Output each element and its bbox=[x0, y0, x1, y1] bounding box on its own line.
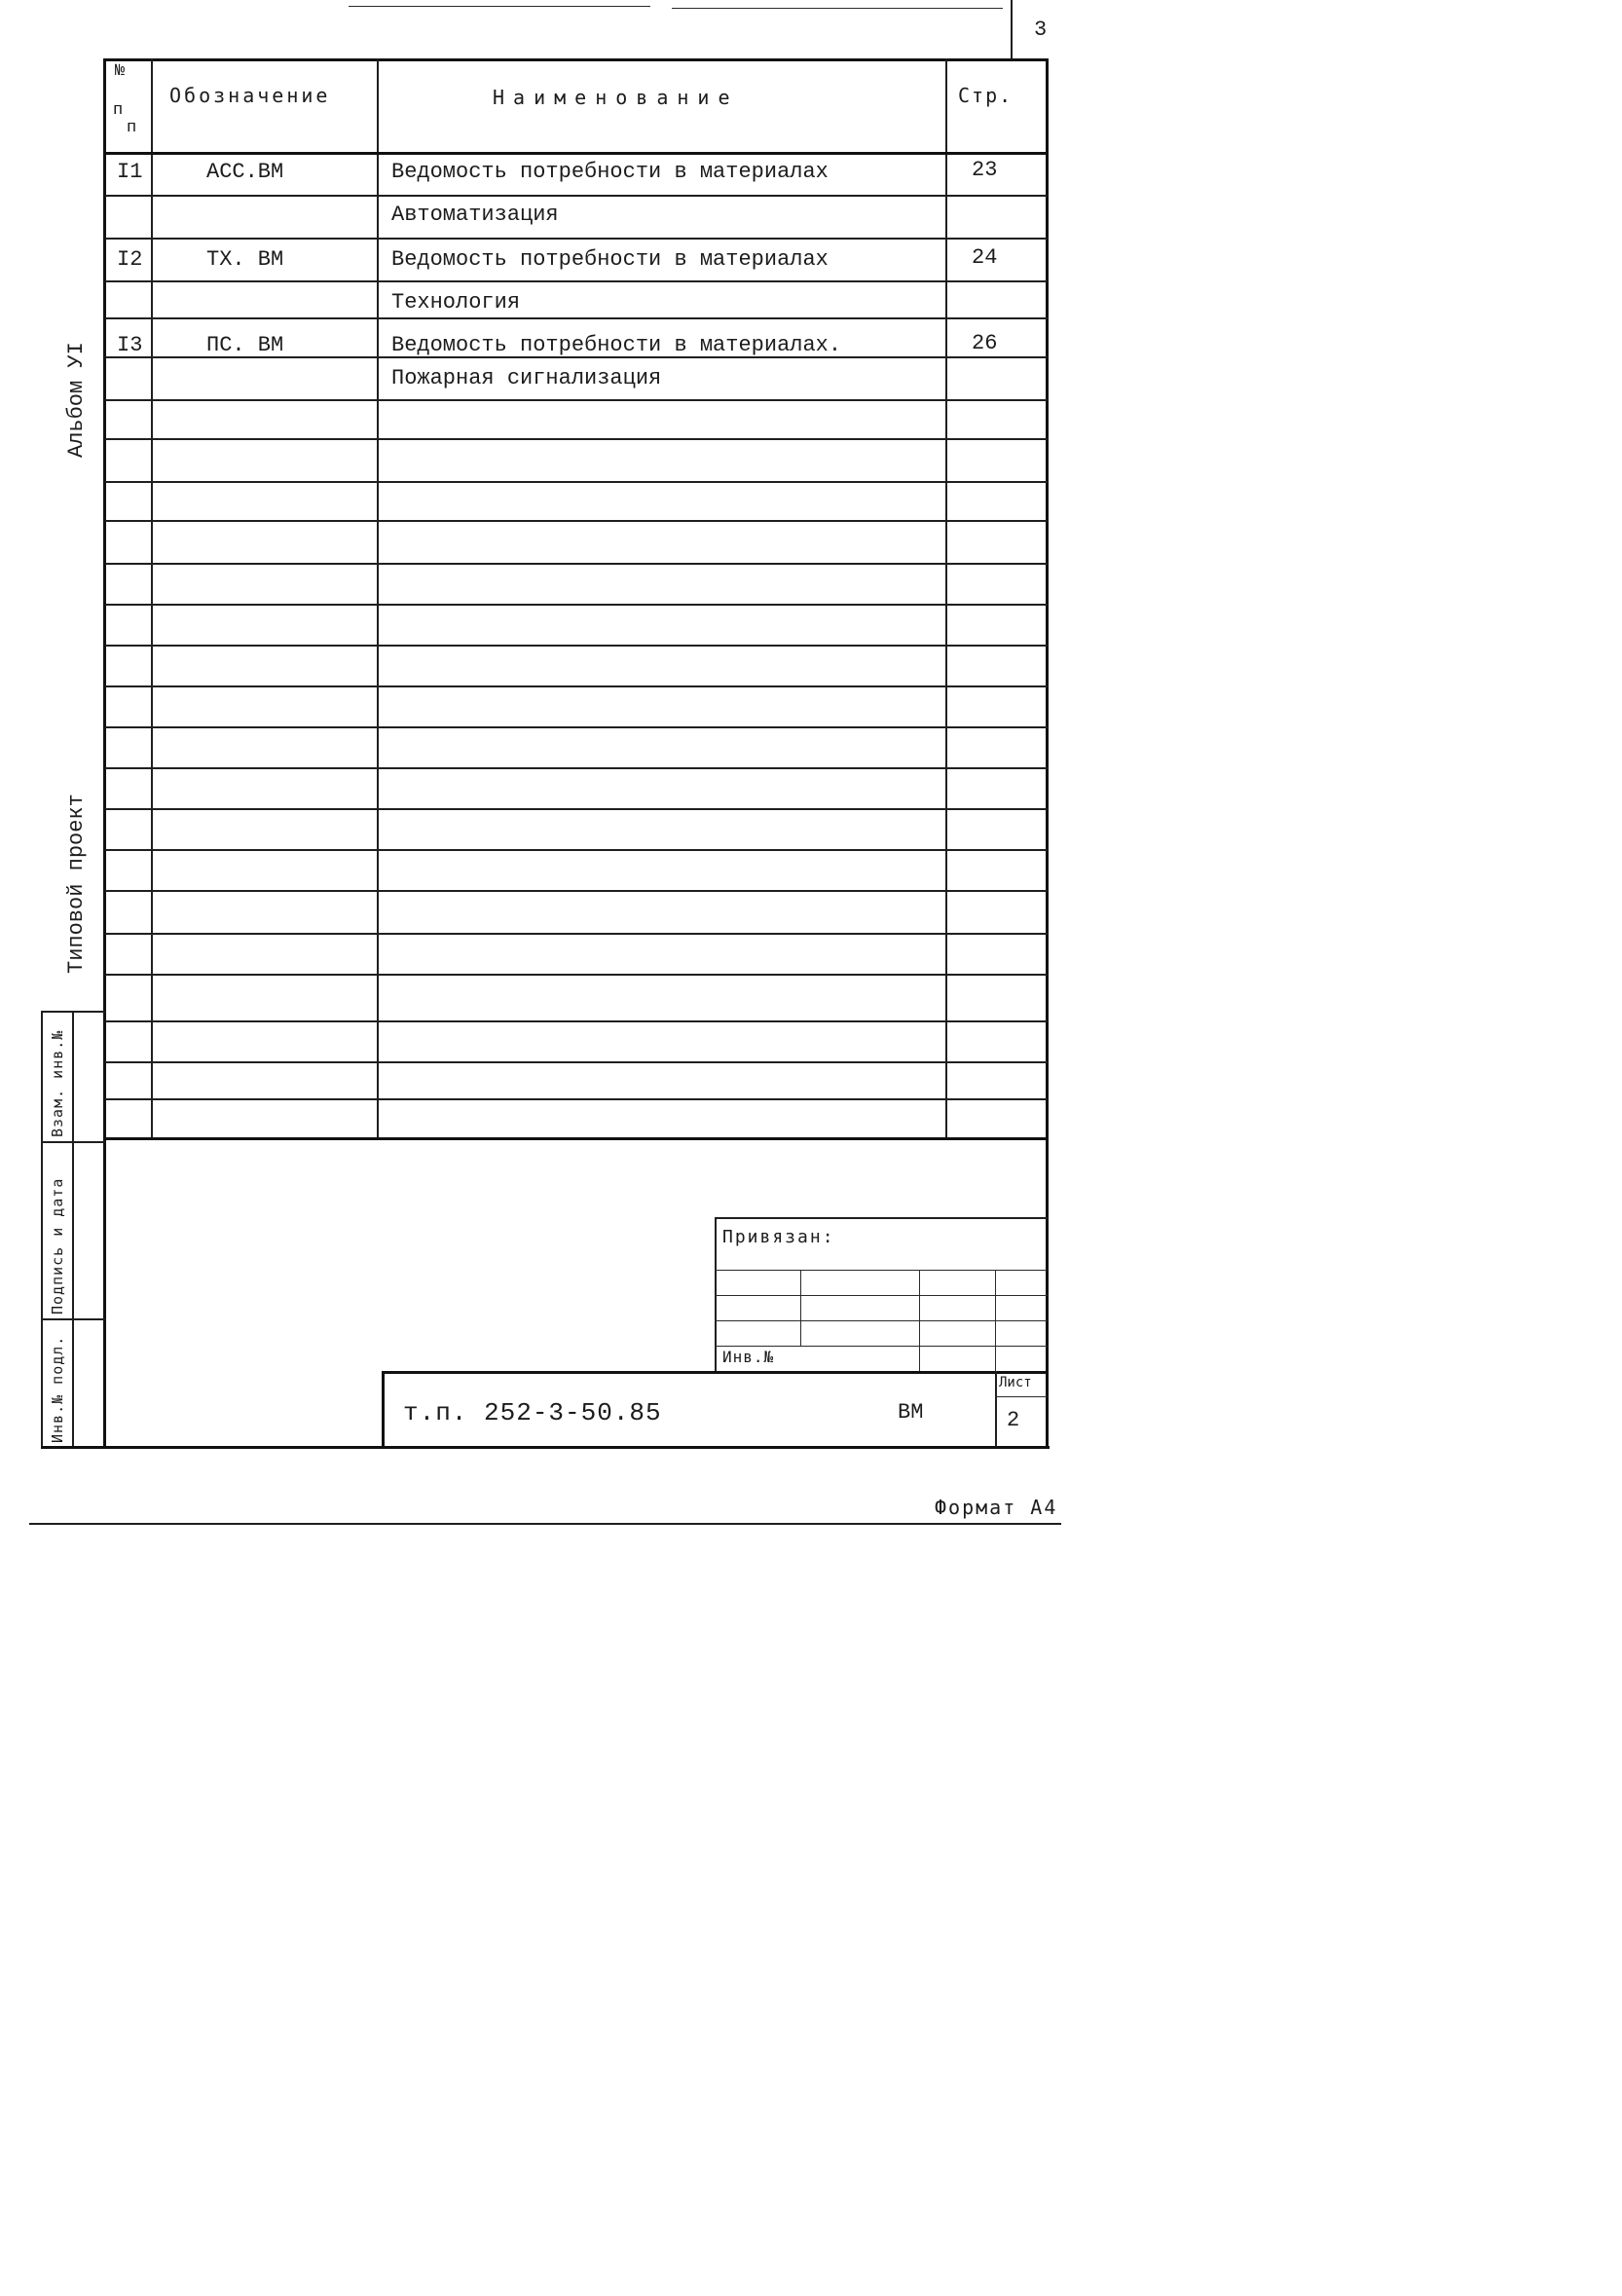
row-designation: ПС. ВМ bbox=[206, 333, 284, 357]
table-right-border bbox=[1046, 58, 1049, 1449]
inv-original-label: Инв.№ подл. bbox=[49, 1335, 66, 1443]
stamp-strip-line bbox=[41, 1318, 105, 1320]
row-name: Ведомость потребности в материалах bbox=[391, 247, 829, 272]
row-line bbox=[105, 604, 1048, 606]
row-line bbox=[105, 481, 1048, 483]
row-line bbox=[105, 1098, 1048, 1100]
row-line bbox=[105, 849, 1048, 851]
header-no-line3: п bbox=[127, 119, 137, 137]
row-name: Технология bbox=[391, 290, 521, 315]
row-name: Ведомость потребности в материалах. bbox=[391, 333, 842, 357]
row-line bbox=[105, 238, 1048, 240]
replaces-inv-label: Взам. инв.№ bbox=[49, 1029, 66, 1137]
format-label: Формат А4 bbox=[935, 1496, 1058, 1519]
binding-grid-line bbox=[715, 1295, 1048, 1296]
row-designation: АСС.ВМ bbox=[206, 160, 284, 184]
stamp-strip-line bbox=[41, 1141, 105, 1143]
row-designation: ТХ. ВМ bbox=[206, 247, 284, 272]
stamp-strip-bottom bbox=[41, 1446, 1050, 1449]
table-top-border bbox=[105, 58, 1048, 61]
row-line bbox=[105, 399, 1048, 401]
binding-grid-line bbox=[715, 1270, 1048, 1271]
row-line bbox=[105, 1020, 1048, 1022]
binding-grid-col bbox=[800, 1270, 801, 1346]
binding-grid-col bbox=[919, 1270, 920, 1371]
row-name: Пожарная сигнализация bbox=[391, 366, 662, 390]
top-edge-mark bbox=[672, 8, 1003, 9]
row-page: 24 bbox=[972, 245, 998, 270]
row-line bbox=[105, 438, 1048, 440]
header-no-line1: № bbox=[115, 62, 126, 81]
row-no: I1 bbox=[117, 160, 143, 184]
row-line bbox=[105, 890, 1048, 892]
stamp-sheet-line bbox=[995, 1396, 1048, 1397]
row-line bbox=[105, 645, 1048, 647]
row-name: Автоматизация bbox=[391, 203, 559, 227]
column-divider bbox=[945, 58, 947, 1139]
stamp-sheet-divider bbox=[995, 1371, 997, 1447]
binding-grid-line bbox=[715, 1320, 1048, 1321]
top-edge-mark bbox=[349, 6, 650, 7]
stamp-top bbox=[382, 1371, 1048, 1374]
row-line bbox=[105, 767, 1048, 769]
row-line bbox=[105, 685, 1048, 687]
row-line bbox=[105, 1061, 1048, 1063]
header-page: Стр. bbox=[958, 84, 1014, 107]
row-line bbox=[105, 520, 1048, 522]
page-bottom-edge bbox=[29, 1523, 1061, 1525]
column-divider bbox=[151, 58, 153, 1139]
row-line bbox=[105, 563, 1048, 565]
row-line bbox=[105, 195, 1048, 197]
row-line bbox=[105, 808, 1048, 810]
project-code: т.п. 252-3-50.85 bbox=[403, 1398, 662, 1427]
sheet-value: 2 bbox=[1007, 1408, 1020, 1432]
header-name: Наименование bbox=[493, 86, 739, 109]
row-name: Ведомость потребности в материалах bbox=[391, 160, 829, 184]
bound-label: Привязан: bbox=[722, 1227, 835, 1247]
stamp-left bbox=[382, 1371, 385, 1447]
album-label: Альбом УI bbox=[64, 342, 89, 458]
sheet-number-box-border bbox=[1011, 0, 1013, 60]
row-line bbox=[105, 726, 1048, 728]
stamp-strip-left-border bbox=[41, 1011, 43, 1447]
binding-grid-col bbox=[995, 1270, 996, 1371]
binding-block-top bbox=[715, 1217, 1048, 1219]
row-line bbox=[105, 317, 1048, 319]
stamp-strip-divider bbox=[72, 1011, 74, 1447]
binding-grid-line bbox=[715, 1346, 1048, 1347]
header-designation: Обозначение bbox=[169, 84, 331, 107]
row-no: I2 bbox=[117, 247, 143, 272]
row-page: 26 bbox=[972, 331, 998, 355]
inv-label: Инв.№ bbox=[722, 1348, 775, 1366]
stamp-strip-line bbox=[41, 1011, 105, 1013]
row-line bbox=[105, 974, 1048, 976]
row-line bbox=[105, 280, 1048, 282]
column-divider bbox=[377, 58, 379, 1139]
header-no-line2: п bbox=[113, 101, 124, 120]
row-page: 23 bbox=[972, 158, 998, 182]
table-left-border bbox=[103, 58, 106, 1449]
row-no: I3 bbox=[117, 333, 143, 357]
signature-date-label: Подпись и дата bbox=[49, 1177, 66, 1315]
typical-project-label: Типовой проект bbox=[64, 794, 89, 974]
table-bottom-border bbox=[105, 1137, 1048, 1140]
row-line bbox=[105, 933, 1048, 935]
header-row-border bbox=[105, 152, 1048, 155]
sheet-number: 3 bbox=[1034, 18, 1048, 42]
sheet-label: Лист bbox=[999, 1375, 1032, 1390]
doc-code: ВМ bbox=[898, 1400, 924, 1425]
